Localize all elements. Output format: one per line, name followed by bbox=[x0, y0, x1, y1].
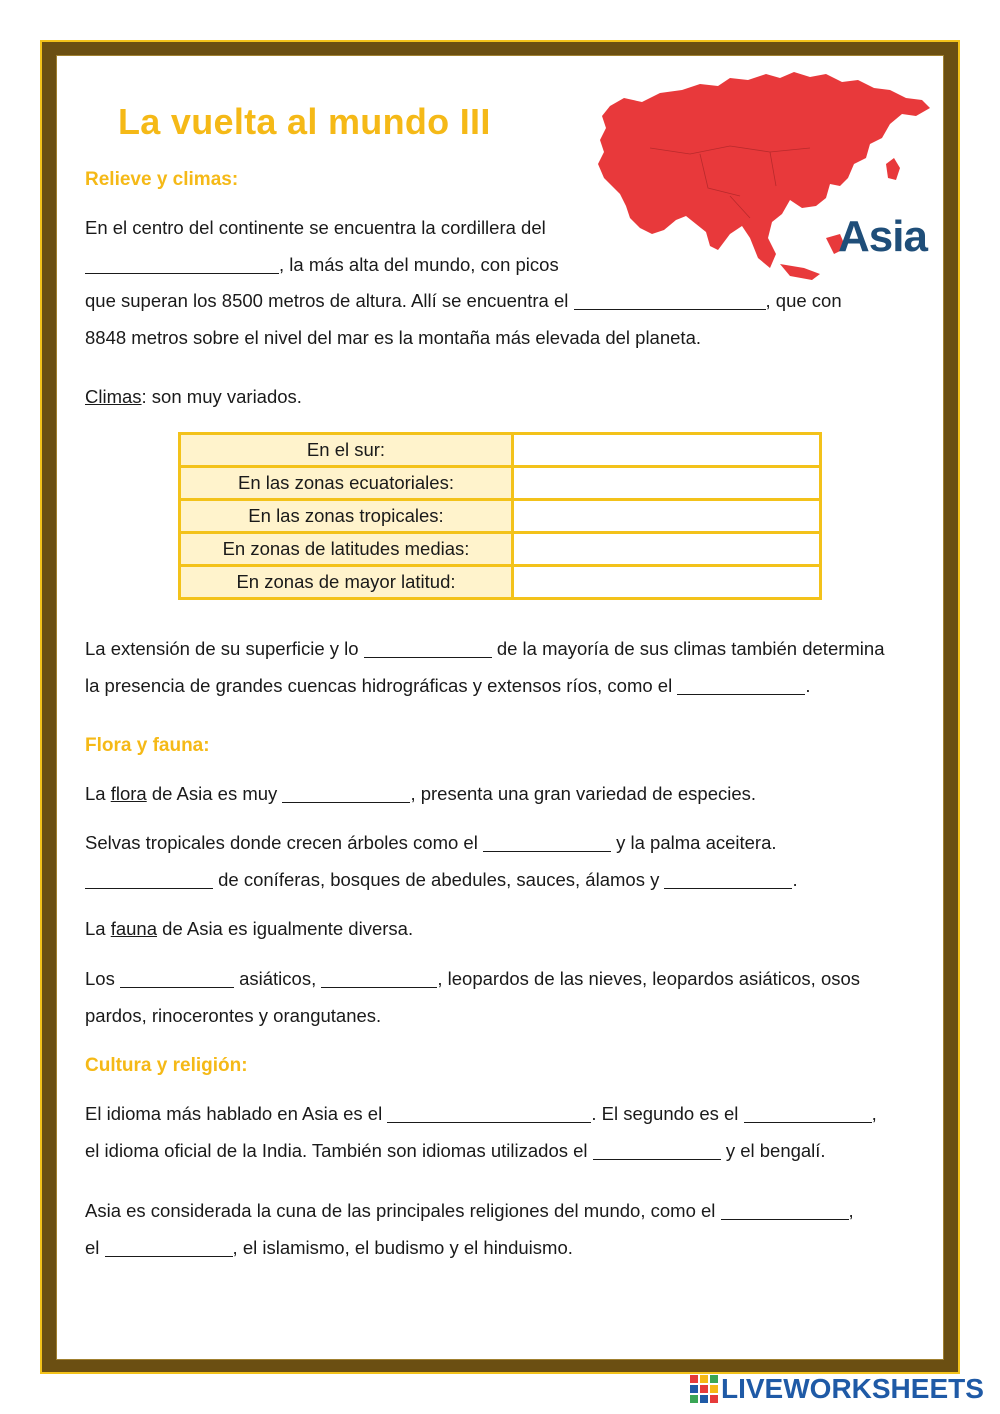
fauna-text: La bbox=[85, 918, 111, 939]
table-row bbox=[180, 500, 821, 533]
climas-word: Climas bbox=[85, 386, 142, 407]
page-title: La vuelta al mundo III bbox=[118, 101, 491, 142]
relieve-paragraph-2 bbox=[85, 630, 918, 704]
cultura-text: El idioma más hablado en Asia es el bbox=[85, 1103, 383, 1124]
flora-text: . bbox=[792, 869, 798, 890]
blank-monte[interactable] bbox=[574, 287, 766, 310]
relieve-paragraph-1b bbox=[85, 282, 918, 356]
cultura-text: , bbox=[871, 1103, 877, 1124]
relieve-text: la presencia de grandes cuencas hidrográficas y extensos ríos, como el bbox=[85, 675, 673, 696]
flora-text: y la palma aceitera. bbox=[616, 832, 777, 853]
blank-arbol[interactable] bbox=[483, 829, 611, 852]
relieve-paragraph-1 bbox=[85, 209, 585, 283]
relieve-text: que superan los 8500 metros de altura. Allí se encuentra el bbox=[85, 290, 569, 311]
flora-word: flora bbox=[110, 783, 147, 804]
flora-line-1 bbox=[85, 775, 918, 812]
heading-relieve: Relieve y climas: bbox=[85, 169, 239, 190]
map-label: Asia bbox=[838, 212, 927, 261]
liveworksheets-grid-icon bbox=[690, 1375, 718, 1403]
table-row bbox=[180, 467, 821, 500]
heading-flora: Flora y fauna: bbox=[85, 735, 210, 756]
blank-bosques[interactable] bbox=[85, 866, 213, 889]
table-row bbox=[180, 566, 821, 599]
blank-arbol-2[interactable] bbox=[664, 866, 792, 889]
cultura-text: el bbox=[85, 1237, 100, 1258]
relieve-text: . bbox=[805, 675, 811, 696]
table-answer-cell[interactable] bbox=[513, 434, 821, 467]
cultura-paragraph-2 bbox=[85, 1192, 918, 1266]
blank-animal-1[interactable] bbox=[120, 965, 234, 988]
fauna-word: fauna bbox=[110, 918, 158, 939]
table-row-label: En el sur: bbox=[180, 434, 513, 467]
blank-flora[interactable] bbox=[282, 780, 410, 803]
cultura-text: Asia es considerada la cuna de las principales religiones del mundo, como el bbox=[85, 1200, 716, 1221]
relieve-text: 8848 metros sobre el nivel del mar es la montaña más elevada del planeta. bbox=[85, 327, 701, 348]
liveworksheets-brand: LIVEWORKSHEETS bbox=[721, 1373, 984, 1404]
fauna-text: Los bbox=[85, 968, 115, 989]
climas-line bbox=[85, 378, 918, 415]
table-answer-cell[interactable] bbox=[513, 566, 821, 599]
cultura-text: , el islamismo, el budismo y el hinduismo. bbox=[232, 1237, 573, 1258]
table-answer-cell[interactable] bbox=[513, 533, 821, 566]
fauna-text: asiáticos, bbox=[239, 968, 317, 989]
cultura-paragraph-1 bbox=[85, 1095, 918, 1169]
relieve-text: En el centro del continente se encuentra la cordillera del bbox=[85, 217, 546, 238]
fauna-text: pardos, rinocerontes y orangutanes. bbox=[85, 1005, 382, 1026]
flora-line-2 bbox=[85, 824, 918, 898]
table-row bbox=[180, 434, 821, 467]
blank-idioma-2[interactable] bbox=[744, 1100, 872, 1123]
climas-rest: : son muy variados. bbox=[141, 386, 302, 407]
flora-text: de coníferas, bosques de abedules, sauces, álamos y bbox=[218, 869, 660, 890]
table-row-label: En las zonas ecuatoriales: bbox=[180, 467, 513, 500]
fauna-line-1 bbox=[85, 910, 918, 947]
blank-religion-1[interactable] bbox=[721, 1197, 849, 1220]
heading-cultura: Cultura y religión: bbox=[85, 1055, 248, 1076]
fauna-text: de Asia es igualmente diversa. bbox=[157, 918, 414, 939]
blank-animal-2[interactable] bbox=[321, 965, 437, 988]
blank-idioma-1[interactable] bbox=[387, 1100, 591, 1123]
table-row-label: En las zonas tropicales: bbox=[180, 500, 513, 533]
blank-religion-2[interactable] bbox=[105, 1234, 233, 1257]
table-row bbox=[180, 533, 821, 566]
relieve-text: , la más alta del mundo, con picos bbox=[279, 254, 559, 275]
relieve-text: , que con bbox=[765, 290, 842, 311]
blank-cordillera[interactable] bbox=[85, 251, 279, 274]
blank-clima[interactable] bbox=[364, 635, 492, 658]
fauna-text: , leopardos de las nieves, leopardos asiáticos, osos bbox=[437, 968, 861, 989]
table-answer-cell[interactable] bbox=[513, 500, 821, 533]
fauna-line-2 bbox=[85, 960, 918, 1034]
cultura-text: , bbox=[848, 1200, 854, 1221]
flora-text: , presenta una gran variedad de especies. bbox=[410, 783, 757, 804]
cultura-text: . El segundo es el bbox=[591, 1103, 739, 1124]
blank-idioma-3[interactable] bbox=[593, 1137, 721, 1160]
cultura-text: el idioma oficial de la India. También son idiomas utilizados el bbox=[85, 1140, 588, 1161]
blank-rio[interactable] bbox=[677, 672, 805, 695]
relieve-text: La extensión de su superficie y lo bbox=[85, 638, 359, 659]
table-row-label: En zonas de mayor latitud: bbox=[180, 566, 513, 599]
cultura-text: y el bengalí. bbox=[725, 1140, 826, 1161]
flora-text: de Asia es muy bbox=[146, 783, 278, 804]
flora-text: La bbox=[85, 783, 111, 804]
table-answer-cell[interactable] bbox=[513, 467, 821, 500]
table-row-label: En zonas de latitudes medias: bbox=[180, 533, 513, 566]
climas-table bbox=[178, 432, 822, 600]
relieve-text: de la mayoría de sus climas también determina bbox=[496, 638, 885, 659]
flora-text: Selvas tropicales donde crecen árboles como el bbox=[85, 832, 478, 853]
liveworksheets-logo bbox=[690, 1374, 984, 1404]
